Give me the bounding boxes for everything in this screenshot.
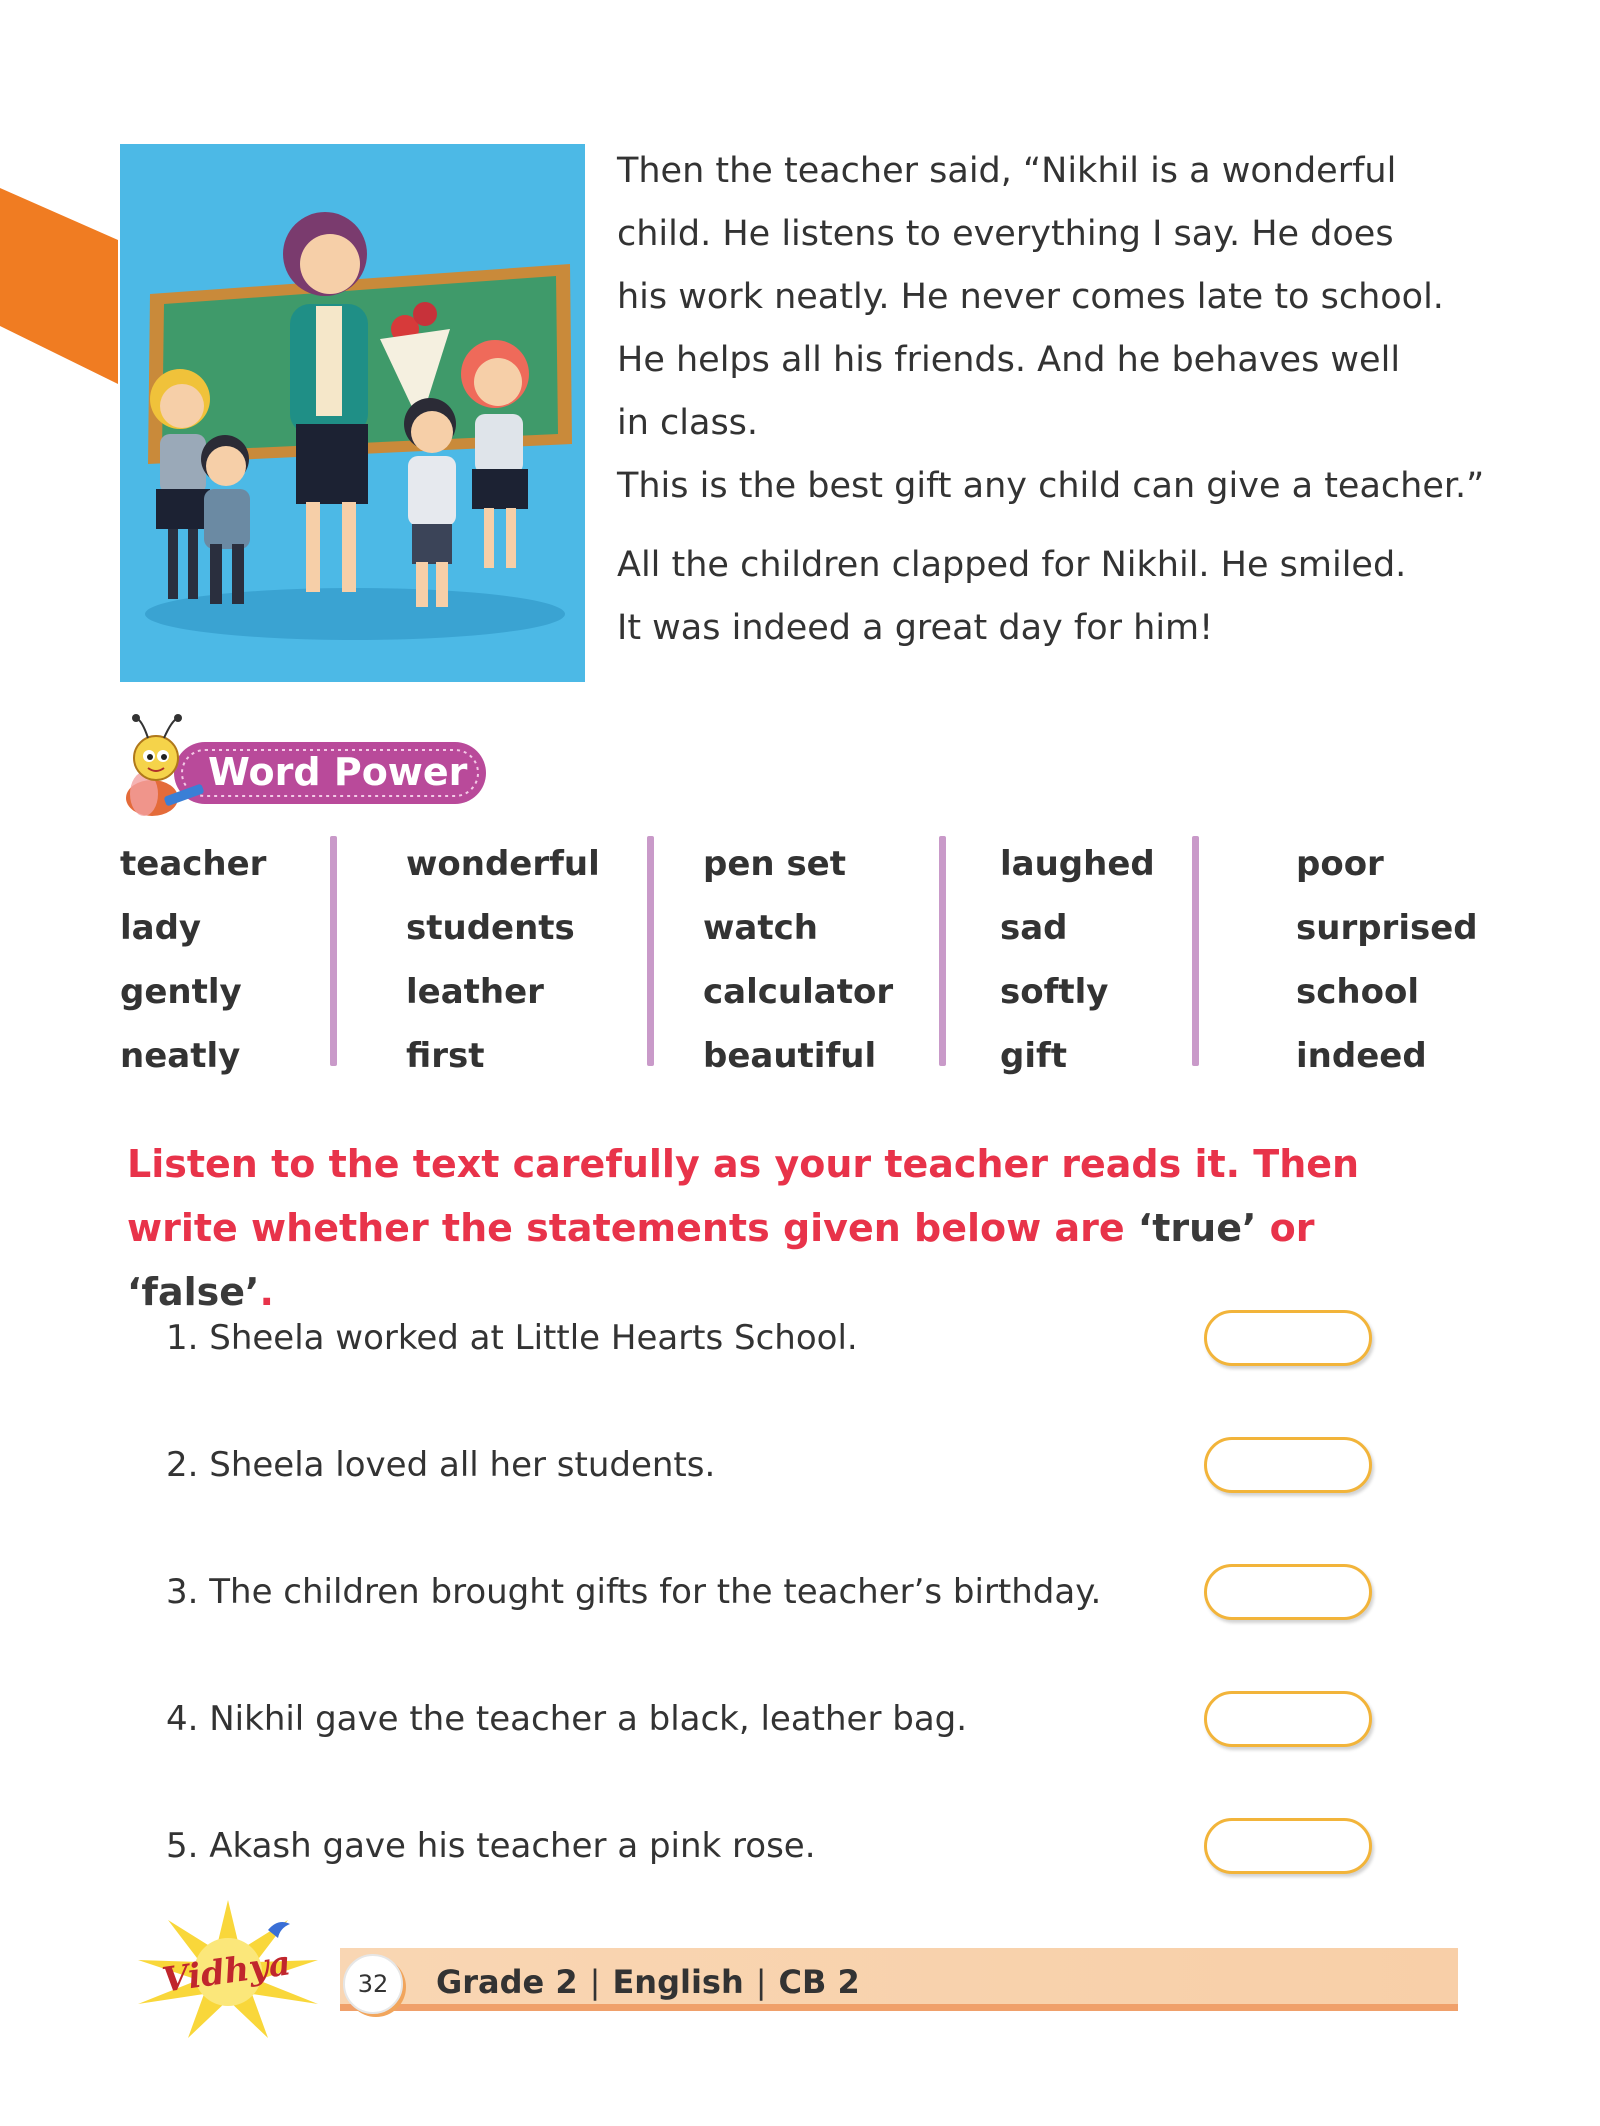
question-3: 3. The children brought gifts for the teacher’s birthday. xyxy=(166,1572,1102,1612)
word-item: neatly xyxy=(120,1036,241,1076)
story-line: All the children clapped for Nikhil. He smiled. xyxy=(617,545,1407,585)
word-item: first xyxy=(406,1036,485,1076)
question-2: 2. Sheela loved all her students. xyxy=(166,1445,716,1485)
story-line: Then the teacher said, “Nikhil is a wonderful xyxy=(617,151,1397,191)
page-number: 32 xyxy=(343,1954,403,2014)
question-4: 4. Nikhil gave the teacher a black, leather bag. xyxy=(166,1699,968,1739)
word-item: lady xyxy=(120,908,202,948)
word-item: poor xyxy=(1296,844,1384,884)
instruction-text: write whether the statements given below are xyxy=(127,1206,1138,1250)
false-word: ‘false’ xyxy=(127,1270,260,1314)
story-line: He helps all his friends. And he behaves well xyxy=(617,340,1401,380)
question-1: 1. Sheela worked at Little Hearts School. xyxy=(166,1318,858,1358)
word-item: softly xyxy=(1000,972,1109,1012)
word-item: calculator xyxy=(703,972,894,1012)
word-column-3 xyxy=(703,832,893,1088)
instruction-line-1: Listen to the text carefully as your teacher reads it. Then xyxy=(127,1142,1360,1186)
word-item: surprised xyxy=(1296,908,1478,948)
column-divider xyxy=(330,836,337,1066)
answer-box-5[interactable] xyxy=(1204,1818,1372,1874)
word-item: gift xyxy=(1000,1036,1068,1076)
word-item: leather xyxy=(406,972,544,1012)
answer-box-2[interactable] xyxy=(1204,1437,1372,1493)
footer-info xyxy=(436,1954,860,2010)
column-divider xyxy=(647,836,654,1066)
answer-box-4[interactable] xyxy=(1204,1691,1372,1747)
logo-text: Vidhya xyxy=(159,1943,294,2001)
word-item: laughed xyxy=(1000,844,1155,884)
word-column-2 xyxy=(406,832,600,1088)
exercise-instruction xyxy=(127,1132,1427,1324)
word-item: indeed xyxy=(1296,1036,1427,1076)
story-line: This is the best gift any child can give a teacher.” xyxy=(617,466,1485,506)
or-word: or xyxy=(1256,1206,1315,1250)
story-line: his work neatly. He never comes late to school. xyxy=(617,277,1444,317)
footer-divider: | xyxy=(755,1963,767,2001)
story-line: child. He listens to everything I say. He does xyxy=(617,214,1394,254)
teacher-children-illustration xyxy=(120,144,585,682)
true-word: ‘true’ xyxy=(1137,1206,1257,1250)
story-paragraph-2 xyxy=(617,534,1547,660)
footer-book: CB 2 xyxy=(778,1963,860,2001)
story-line: It was indeed a great day for him! xyxy=(617,608,1214,648)
word-item: sad xyxy=(1000,908,1068,948)
footer-divider: | xyxy=(589,1963,601,2001)
word-item: students xyxy=(406,908,575,948)
question-5: 5. Akash gave his teacher a pink rose. xyxy=(166,1826,816,1866)
orange-side-tab xyxy=(0,188,118,384)
word-item: gently xyxy=(120,972,242,1012)
word-column-5 xyxy=(1296,832,1478,1088)
word-power-title: Word Power xyxy=(208,750,468,794)
story-paragraph-1 xyxy=(617,140,1547,518)
instruction-line-2 xyxy=(127,1196,1427,1324)
word-item: watch xyxy=(703,908,818,948)
word-item: beautiful xyxy=(703,1036,877,1076)
column-divider xyxy=(939,836,946,1066)
word-column-4 xyxy=(1000,832,1155,1088)
footer-subject: English xyxy=(612,1963,744,2001)
word-item: teacher xyxy=(120,844,267,884)
word-column-1 xyxy=(120,832,266,1088)
word-item: school xyxy=(1296,972,1419,1012)
answer-box-1[interactable] xyxy=(1204,1310,1372,1366)
footer-grade: Grade 2 xyxy=(436,1963,578,2001)
story-text xyxy=(617,140,1547,660)
story-line: in class. xyxy=(617,403,759,443)
word-item: pen set xyxy=(703,844,846,884)
instruction-period: . xyxy=(259,1270,274,1314)
answer-box-3[interactable] xyxy=(1204,1564,1372,1620)
word-item: wonderful xyxy=(406,844,600,884)
column-divider xyxy=(1192,836,1199,1066)
